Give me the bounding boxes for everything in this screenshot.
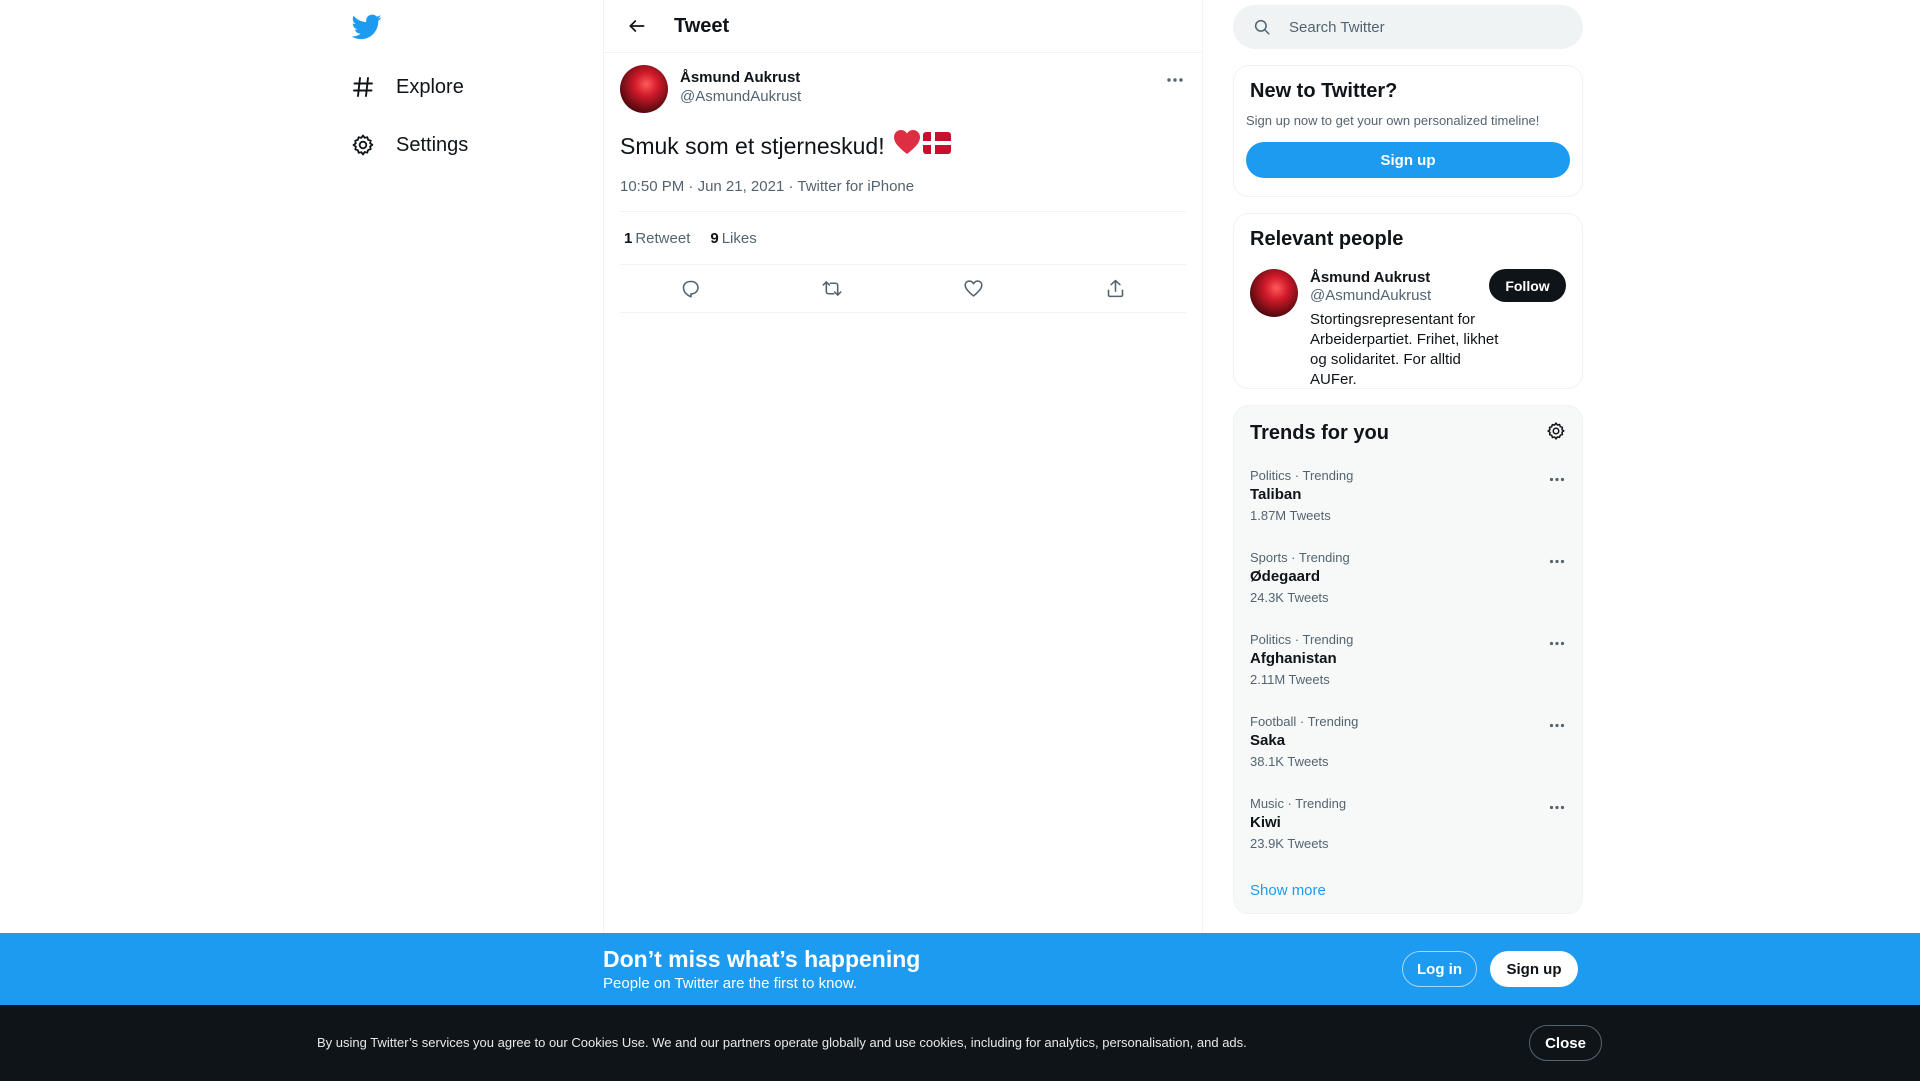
trends-card [1233, 405, 1583, 914]
reply-icon [680, 278, 701, 299]
more-horizontal-icon[interactable] [1546, 468, 1568, 490]
follow-button[interactable]: Follow [1489, 269, 1566, 302]
relevant-people-title: Relevant people [1250, 228, 1404, 250]
banner-subline: People on Twitter are the first to know. [603, 975, 858, 992]
reply-button[interactable] [674, 272, 708, 306]
avatar[interactable] [1250, 269, 1298, 317]
trend-category: Music · Trending [1250, 796, 1347, 811]
retweet-count: 1 [624, 229, 633, 247]
tweet-more-button[interactable] [1164, 69, 1186, 91]
banner-headline: Don’t miss what’s happening [603, 946, 921, 972]
sidebar-signup-button[interactable]: Sign up [1246, 142, 1570, 178]
red-heart-icon [893, 129, 921, 162]
signup-button[interactable]: Sign up [1490, 951, 1578, 987]
tweet-timestamp [620, 178, 1186, 212]
signup-banner [0, 933, 1920, 1005]
trend-count: 2.11M Tweets [1250, 672, 1330, 687]
likes-stat[interactable] [710, 230, 756, 247]
nav-item-explore[interactable] [350, 67, 464, 107]
trend-item[interactable] [1234, 624, 1582, 706]
share-button[interactable] [1098, 272, 1132, 306]
more-horizontal-icon [1166, 77, 1184, 83]
author-handle[interactable]: @AsmundAukrust [680, 88, 802, 105]
retweet-label: Retweet [635, 229, 691, 247]
person-handle[interactable]: @AsmundAukrust [1310, 287, 1432, 304]
retweet-button[interactable] [815, 272, 849, 306]
cookie-text: By using Twitter’s services you agree to our Cookies Use. We and our partners operate globally and use cookies, including for analytics, personalisation, and ads. [317, 1035, 1247, 1050]
retweet-icon [821, 278, 843, 299]
new-to-twitter-card [1233, 65, 1583, 197]
more-horizontal-icon[interactable] [1546, 714, 1568, 736]
tweet-detail [604, 53, 1202, 313]
share-icon [1105, 278, 1126, 299]
gear-icon[interactable] [1546, 421, 1566, 446]
trend-name: Afghanistan [1250, 650, 1337, 667]
author-name[interactable]: Åsmund Aukrust [680, 69, 801, 86]
trends-header [1234, 406, 1582, 460]
like-button[interactable] [957, 272, 991, 306]
trend-category: Sports · Trending [1250, 550, 1350, 565]
heart-icon [963, 278, 984, 299]
person-info [1310, 269, 1500, 390]
tweet-time[interactable]: 10:50 PM [620, 178, 685, 195]
more-horizontal-icon[interactable] [1546, 550, 1568, 572]
retweets-stat[interactable] [624, 230, 690, 247]
show-more-link[interactable]: Show more [1250, 882, 1326, 899]
new-to-twitter-title: New to Twitter? [1250, 80, 1398, 102]
tweet-actions [620, 265, 1186, 313]
cookie-banner [0, 1005, 1920, 1081]
trend-item[interactable] [1234, 706, 1582, 788]
tweet-source[interactable]: Twitter for iPhone [797, 178, 915, 195]
trend-count: 1.87M Tweets [1250, 508, 1331, 523]
page-header [604, 0, 1202, 53]
nav-item-label: Settings [396, 133, 469, 156]
person-name[interactable]: Åsmund Aukrust [1310, 269, 1431, 286]
tweet-stats [620, 212, 1186, 265]
trend-category: Politics · Trending [1250, 468, 1354, 483]
search-icon [1253, 18, 1271, 36]
more-horizontal-icon[interactable] [1546, 632, 1568, 654]
person-bio: Stortingsrepresentant for Arbeiderpartiet. Frihet, likhet og solidaritet. For alltid AUFer. [1310, 311, 1499, 388]
nav-item-settings[interactable] [350, 125, 468, 165]
search-box[interactable] [1233, 5, 1583, 49]
person-item[interactable] [1250, 269, 1566, 390]
page-title: Tweet [674, 14, 730, 37]
trend-item[interactable] [1234, 788, 1582, 870]
twitter-bird-icon[interactable] [352, 14, 382, 40]
tweet-header [620, 65, 1186, 115]
meta-separator: · [688, 178, 694, 195]
trend-name: Taliban [1250, 486, 1302, 503]
hashtag-icon [350, 74, 376, 100]
trend-category: Politics · Trending [1250, 632, 1354, 647]
tweet-author [680, 69, 801, 107]
new-to-twitter-subtitle: Sign up now to get your own personalized timeline! [1246, 113, 1540, 128]
right-sidebar [1233, 0, 1583, 914]
login-button[interactable]: Log in [1402, 951, 1477, 987]
avatar[interactable] [620, 65, 668, 113]
tweet-text-body: Smuk som et stjerneskud! [620, 132, 885, 159]
tweet-date[interactable]: Jun 21, 2021 [697, 178, 785, 195]
meta-separator: · [788, 178, 794, 195]
more-horizontal-icon[interactable] [1546, 796, 1568, 818]
trend-name: Saka [1250, 732, 1286, 749]
trend-count: 24.3K Tweets [1250, 590, 1329, 605]
trend-item[interactable] [1234, 460, 1582, 542]
trend-item[interactable] [1234, 542, 1582, 624]
trend-name: Ødegaard [1250, 568, 1321, 585]
trend-category: Football · Trending [1250, 714, 1359, 729]
trends-title: Trends for you [1250, 421, 1389, 444]
trend-count: 38.1K Tweets [1250, 754, 1329, 769]
search-input[interactable] [1289, 19, 1549, 36]
arrow-left-icon [627, 16, 647, 36]
denmark-flag-icon [923, 131, 951, 161]
back-button[interactable] [620, 9, 654, 43]
like-count: 9 [710, 229, 719, 247]
like-label: Likes [721, 229, 757, 247]
trend-count: 23.9K Tweets [1250, 836, 1329, 851]
cookie-close-button[interactable]: Close [1529, 1025, 1602, 1061]
trend-name: Kiwi [1250, 814, 1281, 831]
main-column [603, 0, 1203, 933]
nav-item-label: Explore [396, 75, 464, 98]
relevant-people-card [1233, 213, 1583, 389]
gear-icon [350, 132, 376, 158]
tweet-text [620, 129, 1186, 162]
